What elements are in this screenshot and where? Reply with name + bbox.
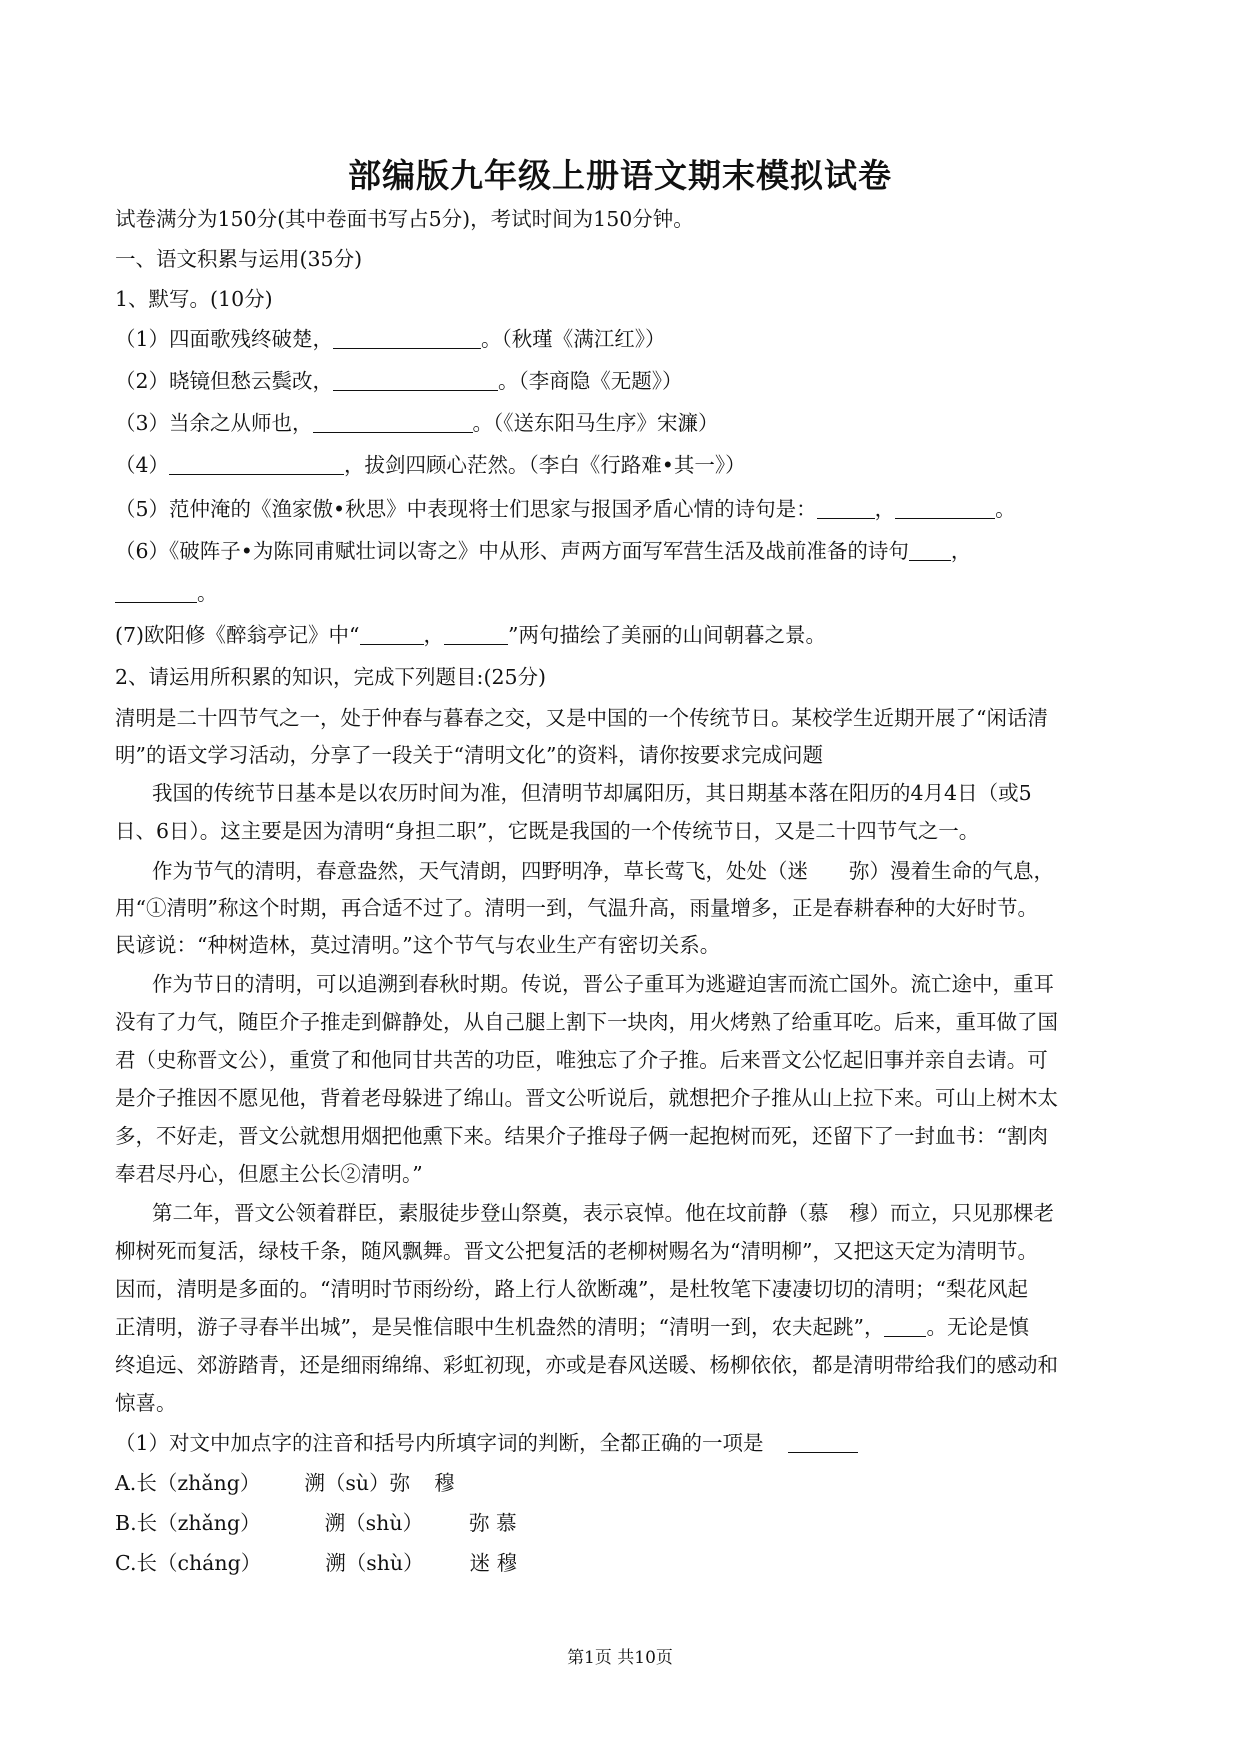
q1-item-7: (7)欧阳修《醉翁亭记》中“ ， ”两句描绘了美丽的山间朝暮之景。 xyxy=(115,623,827,647)
page-footer: 第1页 共10页 xyxy=(567,1648,673,1668)
answer-blank[interactable] xyxy=(909,538,951,561)
passage-line: 君（史称晋文公），重赏了和他同甘共苦的功臣，唯独忘了介子推。后来晋文公忆起旧事并亲自去请。可 xyxy=(115,1048,1048,1072)
passage-line: 惊喜。 xyxy=(115,1391,177,1415)
q1-item-6-cont: 。 xyxy=(115,578,1125,608)
passage-line: 日、6日）。这主要是因为清明“身担二职”，它既是我国的一个传统节日，又是二十四节气之一。 xyxy=(115,819,980,843)
q1-item-2: （2）晓镜但愁云鬓改， 。（李商隐《无题》） xyxy=(115,369,683,393)
passage-line: 多，不好走，晋文公就想用烟把他熏下来。结果介子推母子俩一起抱树而死，还留下了一封血书：“割肉 xyxy=(115,1124,1048,1148)
answer-blank[interactable] xyxy=(884,1314,926,1337)
option-a: A.长（zhǎng） 溯（sù）弥 穆 xyxy=(115,1471,455,1495)
q1-item-6: （6）《破阵子•为陈同甫赋壮词以寄之》中从形、声两方面写军营生活及战前准备的诗句 ， xyxy=(115,539,972,563)
answer-blank[interactable] xyxy=(333,326,481,349)
passage-line: 终追远、郊游踏青，还是细雨绵绵、彩虹初现，亦或是春风送暖、杨柳依依，都是清明带给我们的感动和 xyxy=(115,1353,1058,1377)
section-heading: 一、语文积累与运用(35分) xyxy=(115,247,363,271)
answer-blank[interactable] xyxy=(788,1430,858,1453)
sub-question-1: （1）对文中加点字的注音和括号内所填字词的判断，全都正确的一项是 xyxy=(115,1428,1125,1458)
passage-line: 奉君尽丹心，但愿主公长②清明。” xyxy=(115,1162,423,1186)
passage-line: 用“①清明”称这个时期，再合适不过了。清明一到，气温升高，雨量增多，正是春耕春种的大好时节。 xyxy=(115,896,1038,920)
answer-blank[interactable] xyxy=(313,410,473,433)
answer-blank[interactable] xyxy=(895,496,995,519)
passage-line: 作为节日的清明，可以追溯到春秋时期。传说，晋公子重耳为逃避迫害而流亡国外。流亡途中，重耳 xyxy=(152,972,1054,996)
passage-line: 作为节气的清明，春意盎然，天气清朗，四野明净，草长莺飞，处处（迷 弥）漫着生命的气息， xyxy=(152,859,1054,883)
answer-blank[interactable] xyxy=(444,622,508,645)
passage-line: 正清明，游子寻春半出城”，是吴惟信眼中生机盎然的清明；“清明一到，农夫起跳”， 。无论是慎 xyxy=(115,1315,1029,1339)
q2-intro-line: 明”的语文学习活动，分享了一段关于“清明文化”的资料，请你按要求完成问题 xyxy=(115,743,823,767)
q1-item-5: （5）范仲淹的《渔家傲•秋思》中表现将士们思家与报国矛盾心情的诗句是： ， 。 xyxy=(115,497,1016,521)
answer-blank[interactable] xyxy=(360,622,424,645)
passage-line: 是介子推因不愿见他，背着老母躲进了绵山。晋文公听说后，就想把介子推从山上拉下来。可山上树木太 xyxy=(115,1086,1058,1110)
q2-intro-line: 清明是二十四节气之一，处于仲春与暮春之交，又是中国的一个传统节日。某校学生近期开展了“闲话清 xyxy=(115,706,1048,730)
answer-blank[interactable] xyxy=(817,496,875,519)
answer-blank[interactable] xyxy=(169,452,344,475)
q1-item-3: （3）当余之从师也， 。（《送东阳马生序》宋濂） xyxy=(115,411,719,435)
option-b: B.长（zhǎng） 溯（shù） 弥 慕 xyxy=(115,1511,517,1535)
passage-line: 柳树死而复活，绿枝千条，随风飘舞。晋文公把复活的老柳树赐名为“清明柳”，又把这天定为清明节。 xyxy=(115,1239,1038,1263)
answer-blank[interactable] xyxy=(115,580,197,603)
passage-line: 没有了力气，随臣介子推走到僻静处，从自己腿上割下一块肉，用火烤熟了给重耳吃。后来，重耳做了国 xyxy=(115,1010,1058,1034)
passage-line: 第二年，晋文公领着群臣，素服徒步登山祭奠，表示哀悼。他在坟前静（慕 穆）而立，只见那棵老 xyxy=(152,1201,1054,1225)
passage-line: 民谚说：“种树造林，莫过清明。”这个节气与农业生产有密切关系。 xyxy=(115,933,721,957)
question-2-heading: 2、请运用所积累的知识，完成下列题目:(25分) xyxy=(115,665,547,689)
answer-blank[interactable] xyxy=(333,368,498,391)
passage-line: 我国的传统节日基本是以农历时间为准，但清明节却属阳历，其日期基本落在阳历的4月4日（或5 xyxy=(152,781,1032,805)
q1-item-4: （4） ，拔剑四顾心茫然。（李白《行路难•其一》） xyxy=(115,453,746,477)
intro-text: 试卷满分为150分(其中卷面书写占5分)，考试时间为150分钟。 xyxy=(115,207,694,231)
question-1-heading: 1、默写。(10分) xyxy=(115,287,273,311)
option-c: C.长（cháng） 溯（shù） 迷 穆 xyxy=(115,1551,518,1575)
page-title: 部编版九年级上册语文期末模拟试卷 xyxy=(348,156,892,195)
q1-item-1: （1）四面歌残终破楚， 。（秋瑾《满江红》） xyxy=(115,327,666,351)
passage-line: 因而，清明是多面的。“清明时节雨纷纷，路上行人欲断魂”，是杜牧笔下凄凄切切的清明；“梨花风起 xyxy=(115,1277,1028,1301)
